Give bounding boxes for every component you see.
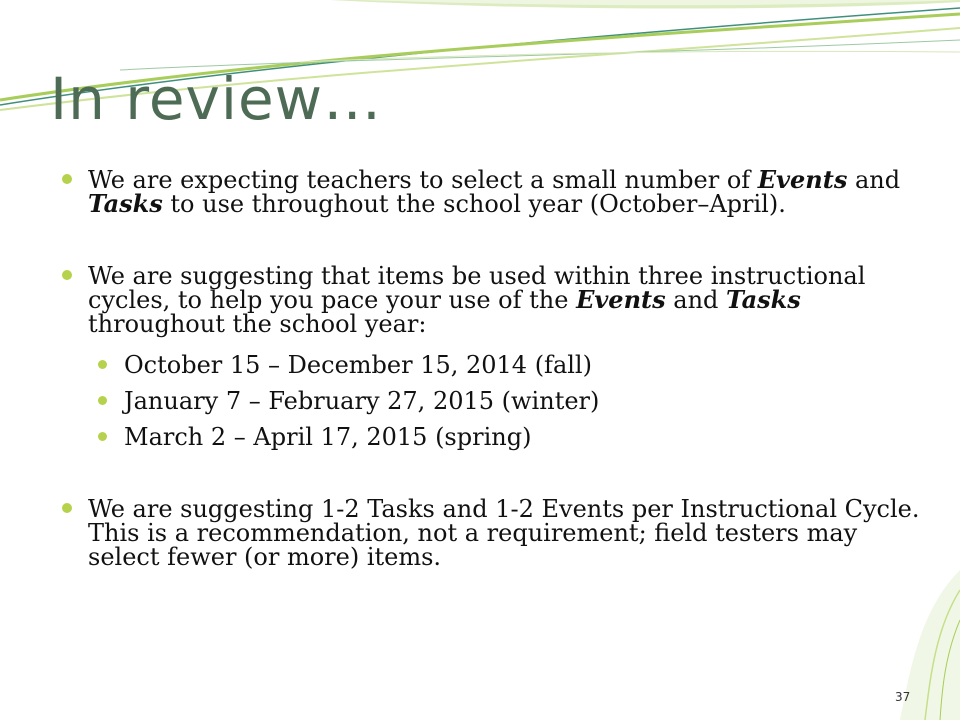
- page-number: 37: [895, 690, 911, 704]
- sub-bullet-spring: March 2 – April 17, 2015 (spring): [98, 419, 922, 455]
- sub-bullet-winter: January 7 – February 27, 2015 (winter): [98, 383, 922, 419]
- cycle-list: [62, 347, 922, 455]
- bullet-instructional-cycles: We are suggesting that items be used within three instructional cycles, to help you pace your use of the Events and Tasks throughout the school year:: [62, 264, 922, 336]
- slide-content: [62, 165, 922, 571]
- bullet-selection-expectation: We are expecting teachers to select a small number of Events and Tasks to use throughout the school year (October–April).: [62, 168, 922, 216]
- sub-bullet-fall: October 15 – December 15, 2014 (fall): [98, 347, 922, 383]
- bullet-recommendation: We are suggesting 1-2 Tasks and 1-2 Events per Instructional Cycle. This is a recommendation, not a requirement; field testers may select fewer (or more) items.: [62, 497, 922, 569]
- slide-title: In review…: [50, 65, 383, 133]
